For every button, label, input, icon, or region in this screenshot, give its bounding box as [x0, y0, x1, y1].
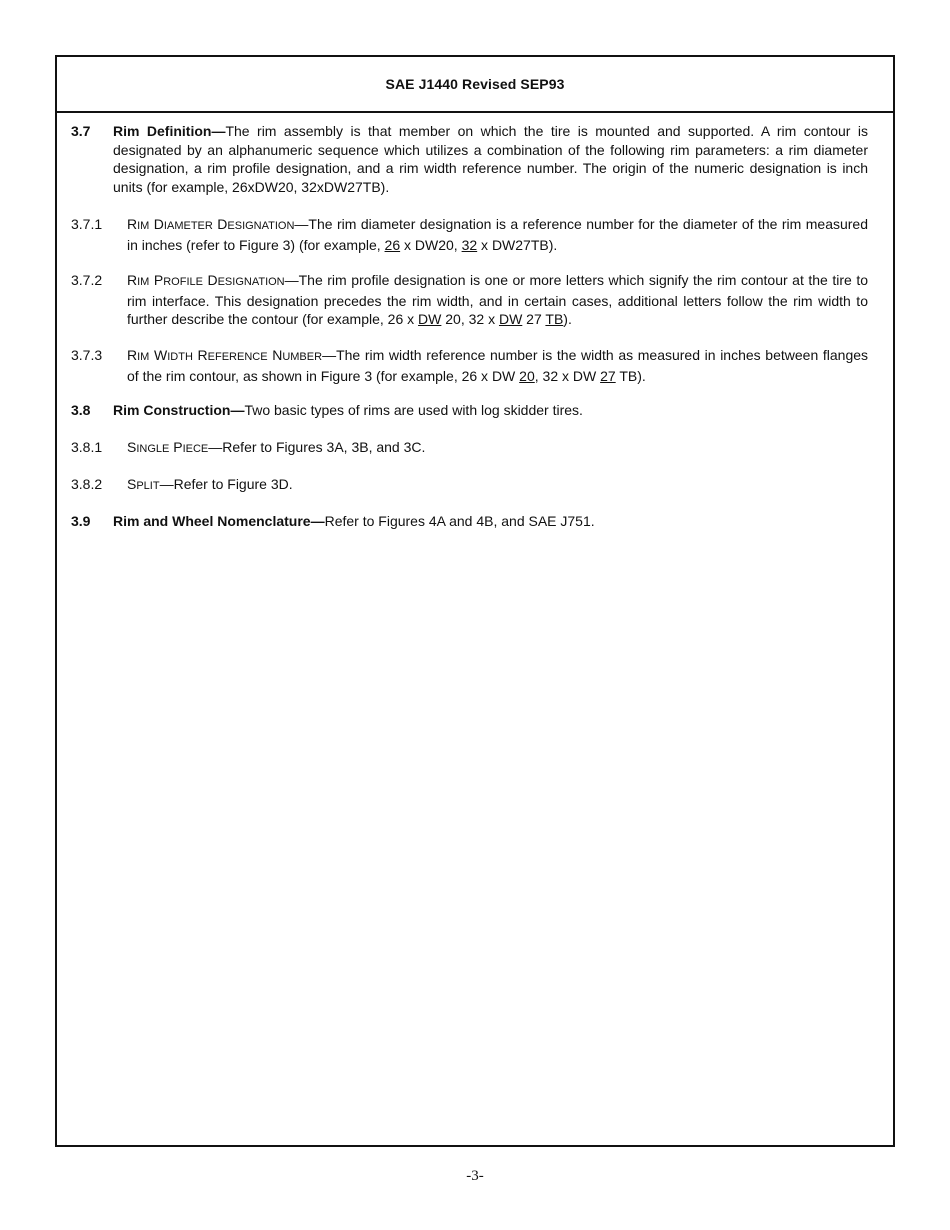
section-paragraph: [127, 475, 868, 496]
section-paragraph: RIM WIDTH REFERENCE NUMBER—The rim width reference number is the width as measured in inches between flanges of the rim contour, as shown in Figure 3 (for example, 26 x DW 20, 32 x DW 27 TB).: [127, 347, 869, 384]
document-title: SAE J1440 Revised SEP93: [385, 76, 565, 92]
section-title: Rim and Wheel Nomenclature—: [113, 513, 325, 529]
section-3-8-2: [71, 475, 868, 496]
section-title: RIM PROFILE DESIGNATION: [127, 272, 285, 288]
section-title: SPLIT: [127, 476, 160, 492]
section-3-7-1: [71, 215, 868, 254]
page-number: -3-: [466, 1168, 484, 1184]
section-text: The rim assembly is that member on which the tire is mounted and supported. A rim contour is designated by an alphanumeric sequence which utilizes a combination of the following rim parameters: a rim diameter designation, a rim profile designation, and a rim width reference number. The origin of the numeric designation is inch units (for example, 26xDW20, 32xDW27TB).: [113, 123, 868, 195]
section-title: Rim Construction—: [113, 402, 245, 418]
section-paragraph: RIM DIAMETER DESIGNATION—The rim diameter designation is a reference number for the diameter of the rim measured in inches (refer to Figure 3) (for example, 26 x DW20, 32 x DW27TB).: [127, 216, 868, 253]
section-number: 3.9: [71, 513, 91, 529]
section-3-7: [71, 122, 868, 196]
section-3-8-1: [71, 438, 868, 459]
section-title: Rim Definition—: [113, 123, 226, 139]
section-paragraph: [113, 122, 868, 196]
section-title: RIM WIDTH REFERENCE NUMBER: [127, 347, 323, 363]
section-number: 3.7.3: [71, 347, 103, 363]
section-number: 3.7.2: [71, 272, 103, 288]
section-text: —Refer to Figure 3D.: [159, 476, 293, 492]
section-text: Two basic types of rims are used with log skidder tires.: [244, 402, 583, 418]
section-number: 3.7: [71, 123, 91, 139]
section-number: 3.7.1: [71, 216, 103, 232]
section-paragraph: RIM PROFILE DESIGNATION—The rim profile designation is one or more letters which signify the rim contour at the tire to rim interface. This designation precedes the rim width, and in certain cases, additional letters follow the rim width to further describe the contour (for example, 26 x DW 20, 32 x DW 27 TB).: [127, 272, 869, 327]
section-text: —Refer to Figures 3A, 3B, and 3C.: [208, 439, 426, 455]
section-paragraph: [113, 512, 868, 531]
section-3-7-2: [71, 271, 868, 329]
section-number: 3.8.1: [71, 439, 103, 455]
section-text: Refer to Figures 4A and 4B, and SAE J751.: [324, 513, 595, 529]
section-3-9: [71, 512, 868, 531]
section-paragraph: [127, 438, 868, 459]
section-number: 3.8: [71, 402, 91, 418]
page-frame: [55, 55, 895, 1147]
section-title: RIM DIAMETER DESIGNATION: [127, 216, 295, 232]
section-3-8: [71, 401, 868, 420]
section-title: SINGLE PIECE: [127, 439, 209, 455]
section-3-7-3: [71, 346, 868, 385]
section-number: 3.8.2: [71, 476, 103, 492]
section-paragraph: [113, 401, 868, 420]
document-header: [57, 57, 893, 113]
